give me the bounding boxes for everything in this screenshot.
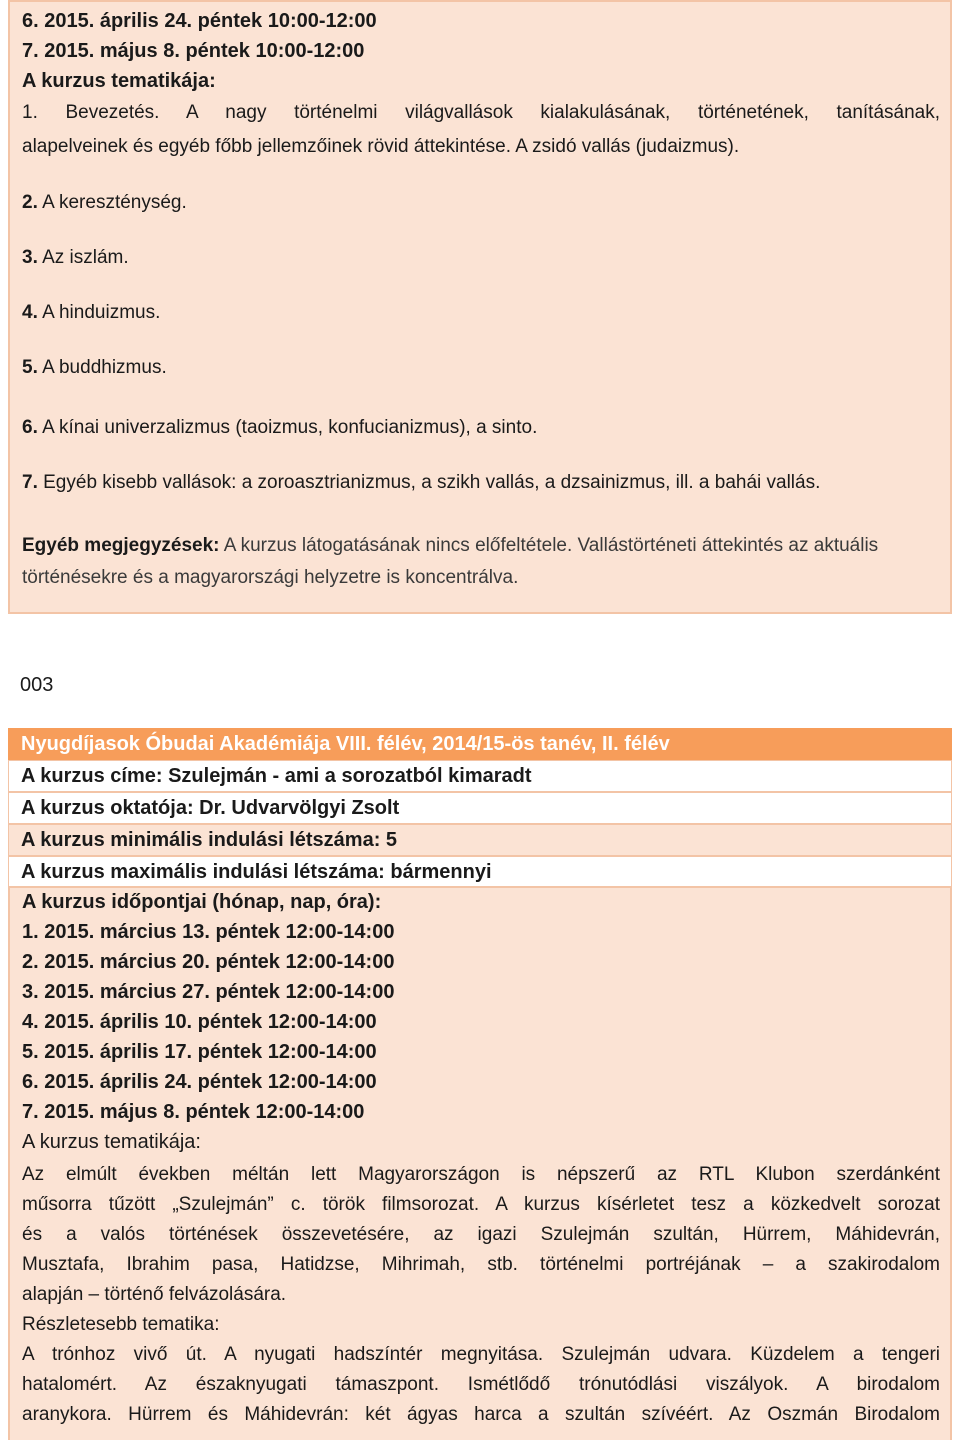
topic-text: A kereszténység. <box>37 192 187 213</box>
course-code: 003 <box>20 674 54 696</box>
course-2-desc-line-1: Az elmúlt években méltán lett Magyarországon is népszerű az RTL Klubon szerdánként <box>22 1164 940 1185</box>
course-2-instructor: A kurzus oktatója: Dr. Udvarvölgyi Zsolt <box>8 792 952 824</box>
course-1-intro-line-2: alapelveinek és egyéb főbb jellemzőinek rövid áttekintése. A zsidó vallás (judaizmus). <box>22 136 740 157</box>
course-2-desc-line-5: alapján – történő felvázolására. <box>22 1284 287 1305</box>
topic-number: 4. <box>22 302 38 323</box>
topic-text: A hinduizmus. <box>37 302 161 323</box>
course-2-detail-line-1: A trónhoz vivő út. A nyugati hadszíntér megnyitása. Szulejmán udvara. Küzdelem a tengeri <box>22 1344 940 1365</box>
course-1-intro-line-1: 1. Bevezetés. A nagy történelmi világvallások kialakulásának, történetének, tanításának, <box>22 102 940 123</box>
course-2-desc-line-2: műsorra tűzött „Szulejmán” c. török filmsorozat. A kurzus kísérletet tesz a közkedvelt sorozat <box>22 1194 940 1215</box>
notes-label: Egyéb megjegyzések: <box>22 535 220 556</box>
course-2-detail-line-3: aranykora. Hürrem és Máhidevrán: két ágyas harca a szultán szívéért. Az Oszmán Birodalom <box>22 1404 940 1425</box>
course-2-details <box>8 886 952 1440</box>
course-1-section <box>8 0 952 614</box>
topic-item-5 <box>22 357 167 379</box>
topic-item-2 <box>22 192 187 214</box>
topic-item-7 <box>22 472 820 494</box>
course-2-date-5: 5. 2015. április 17. péntek 12:00-14:00 <box>22 1041 377 1063</box>
course-2-date-3: 3. 2015. március 27. péntek 12:00-14:00 <box>22 981 395 1003</box>
course-2-date-4: 4. 2015. április 10. péntek 12:00-14:00 <box>22 1011 377 1033</box>
topic-text: Az iszlám. <box>37 247 129 268</box>
course-2-date-6: 6. 2015. április 24. péntek 12:00-14:00 <box>22 1071 377 1093</box>
course-2-title: A kurzus címe: Szulejmán - ami a sorozatból kimaradt <box>8 760 952 792</box>
topic-text: Egyéb kisebb vallások: a zoroasztrianizmus, a szikh vallás, a dzsainizmus, ill. a bahái vallás. <box>37 472 821 493</box>
course-2-topics-label: A kurzus tematikája: <box>22 1131 201 1153</box>
course-2-header: Nyugdíjasok Óbudai Akadémiája VIII. félév, 2014/15-ös tanév, II. félév <box>8 728 952 760</box>
topic-number: 6. <box>22 417 38 438</box>
course-2-dates-label: A kurzus időpontjai (hónap, nap, óra): <box>22 891 382 913</box>
course-1-topics-label: A kurzus tematikája: <box>22 70 216 92</box>
course-1-date-6: 6. 2015. április 24. péntek 10:00-12:00 <box>22 10 377 32</box>
topic-number: 2. <box>22 192 38 213</box>
course-2-date-7: 7. 2015. május 8. péntek 12:00-14:00 <box>22 1101 365 1123</box>
course-2-details-label: Részletesebb tematika: <box>22 1314 220 1335</box>
topic-number: 5. <box>22 357 38 378</box>
course-2-desc-line-4: Musztafa, Ibrahim pasa, Hatidzse, Mihrimah, stb. történelmi portréjának – a szakirodalom <box>22 1254 940 1275</box>
topic-number: 7. <box>22 472 38 493</box>
topic-text: A kínai univerzalizmus (taoizmus, konfucianizmus), a sinto. <box>37 417 538 438</box>
topic-item-6 <box>22 417 537 439</box>
topic-text: A buddhizmus. <box>37 357 167 378</box>
notes-text: A kurzus látogatásának nincs előfeltétele. Vallástörténeti áttekintés az aktuális történésekre és a magyarországi helyzetre is koncentrálva. <box>22 535 879 588</box>
course-2-min-count: A kurzus minimális indulási létszáma: 5 <box>8 824 952 856</box>
course-1-date-7: 7. 2015. május 8. péntek 10:00-12:00 <box>22 40 365 62</box>
course-1-notes <box>22 530 940 594</box>
course-2-detail-line-2: hatalomért. Az északnyugati támaszpont. Ismétlődő trónutódlási viszályok. A birodalom <box>22 1374 940 1395</box>
course-2-max-count: A kurzus maximális indulási létszáma: bármennyi <box>8 856 952 888</box>
course-2-desc-line-3: és a valós történések összevetésére, az igazi Szulejmán szultán, Hürrem, Máhidevrán, <box>22 1224 940 1245</box>
topic-item-3 <box>22 247 129 269</box>
topic-number: 3. <box>22 247 38 268</box>
course-2-date-1: 1. 2015. március 13. péntek 12:00-14:00 <box>22 921 395 943</box>
course-2-date-2: 2. 2015. március 20. péntek 12:00-14:00 <box>22 951 395 973</box>
topic-item-4 <box>22 302 160 324</box>
